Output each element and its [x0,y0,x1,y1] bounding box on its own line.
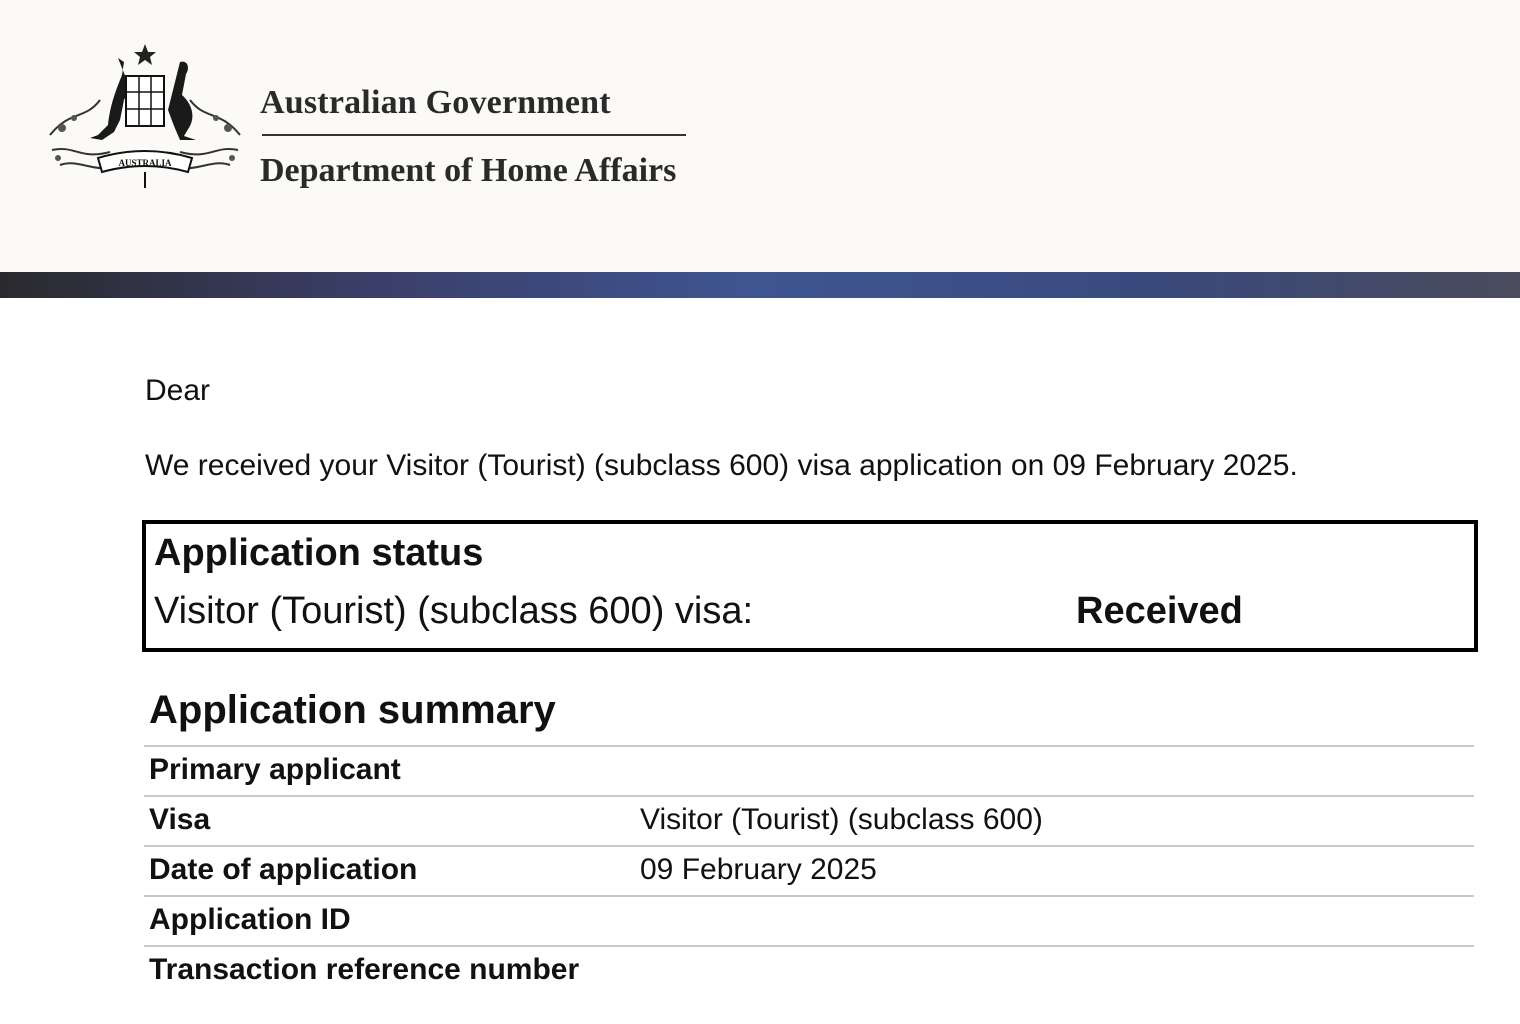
row-label: Visa [149,803,211,836]
row-label: Application ID [149,903,351,936]
summary-table [144,745,1474,995]
status-label: Visitor (Tourist) (subclass 600) visa: [154,590,754,632]
row-label: Transaction reference number [149,953,580,986]
table-row [144,945,1474,995]
summary-title: Application summary [149,688,556,732]
row-label: Primary applicant [149,753,401,786]
row-label: Date of application [149,853,418,886]
department-name: Department of Home Affairs [260,152,677,189]
table-row [144,895,1474,945]
header-color-band [0,272,1520,298]
greeting: Dear [145,374,211,407]
government-name: Australian Government [260,84,611,121]
table-row [144,745,1474,795]
letterhead-divider [262,134,686,136]
table-row [144,845,1474,895]
crest-scroll-text: AUSTRALIA [118,158,172,168]
application-status-box [142,520,1478,652]
coat-of-arms-icon [40,40,250,195]
intro-text: We received your Visitor (Tourist) (subclass 600) visa application on 09 February 2025. [145,449,1298,482]
table-row [144,795,1474,845]
row-value: 09 February 2025 [640,853,877,886]
status-badge: Received [1076,590,1243,632]
status-title: Application status [154,532,484,574]
letterhead [0,0,1520,272]
row-value: Visitor (Tourist) (subclass 600) [640,803,1043,836]
